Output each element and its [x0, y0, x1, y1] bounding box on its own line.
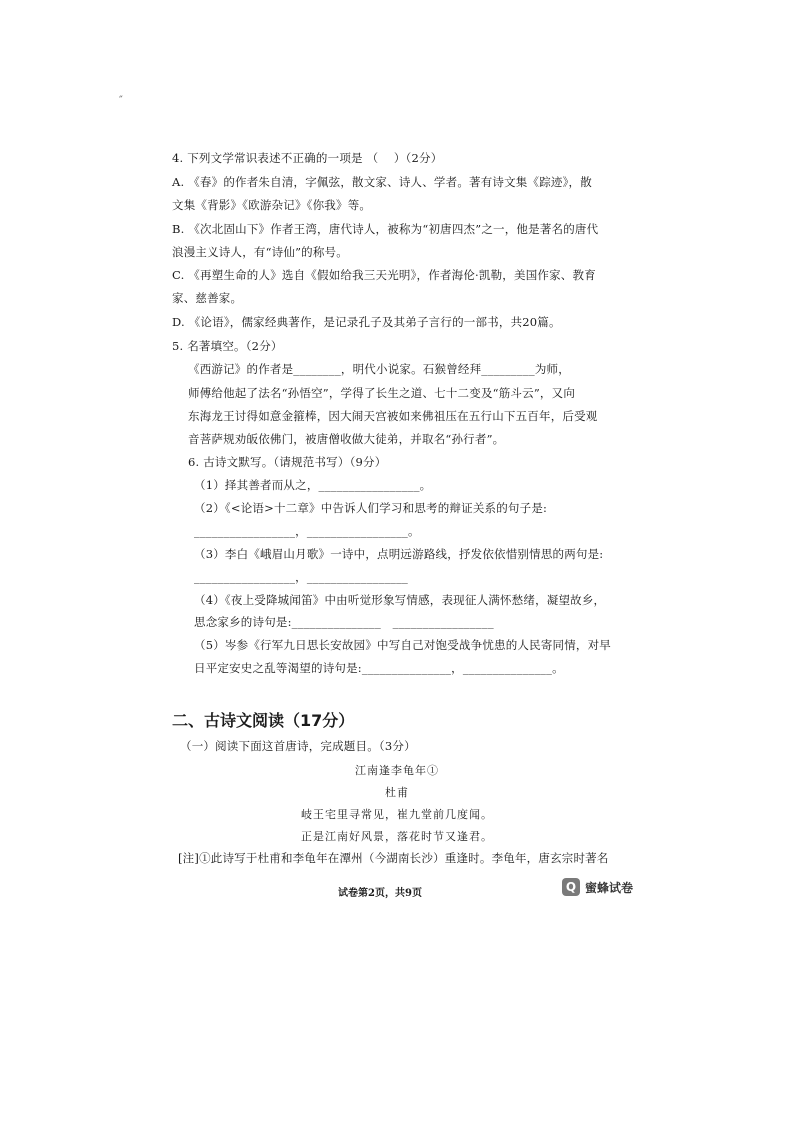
q5-para-2: 师傅给他起了法名“孙悟空”，学得了长生之道、七十二变及“筋斗云”，又向 — [188, 386, 576, 400]
q6-item-3-blanks: _________________，_________________ — [194, 570, 408, 584]
brand-watermark — [562, 878, 633, 896]
q4-option-b-cont: 浪漫主义诗人，有“诗仙”的称号。 — [172, 245, 348, 259]
q6-item-5-blanks: 日平定安史之乱等渴望的诗句是:_______________，_______________。 — [194, 661, 564, 675]
poem-line-2: 正是江南好风景，落花时节又逢君。 — [301, 830, 493, 843]
q5-para-4: 音菩萨规劝皈依佛门，被唐僧收做大徒弟，并取名“孙行者”。 — [188, 432, 505, 446]
q6-stem: 6. 古诗文默写。（请规范书写）（9分） — [188, 455, 387, 469]
q5-stem: 5. 名著填空。（2分） — [172, 339, 283, 353]
q6-item-4: （4）《夜上受降城闻笛》中由听觉形象写情感，表现征人满怀愁绪，凝望故乡， — [194, 593, 606, 607]
poem-title: 江南逢李龟年① — [355, 764, 439, 777]
section-2-title: 二、古诗文阅读（17分） — [172, 711, 355, 730]
q5-para-1: 《西游记》的作者是________，明代小说家。石猴曾经拜_________为师， — [188, 362, 570, 376]
brand-label: 蜜蜂试卷 — [585, 880, 634, 895]
search-icon: Q — [562, 878, 580, 896]
poem-author: 杜甫 — [385, 786, 409, 799]
q6-item-4-blanks: 思念家乡的诗句是:_______________ _________________ — [194, 615, 494, 629]
q5-para-3: 东海龙王讨得如意金箍棒，因大闹天宫被如来佛祖压在五行山下五百年，后受观 — [188, 409, 598, 423]
q4-option-d: D. 《论语》，儒家经典著作，是记录孔子及其弟子言行的一部书，共20篇。 — [172, 315, 561, 329]
q4-option-c: C. 《再塑生命的人》选自《假如给我三天光明》，作者海伦·凯勒，美国作家、教育 — [172, 268, 596, 282]
q6-item-2-blanks: _________________，_________________。 — [194, 524, 420, 538]
q4-option-a-cont: 文集《背影》《欧游杂记》《你我》等。 — [172, 198, 372, 212]
q6-item-1: （1）择其善者而从之，_________________。 — [194, 478, 432, 492]
q4-option-a: A. 《春》的作者朱自清，字佩弦，散文家、诗人、学者。著有诗文集《踪迹》，散 — [172, 175, 592, 189]
page-footer: 试卷第2页，共9页 — [338, 888, 422, 899]
poem-note: [注]①此诗写于杜甫和李龟年在潭州（今湖南长沙）重逢时。李龟年，唐玄宗时著名 — [178, 851, 609, 865]
poem-line-1: 岐王宅里寻常见，崔九堂前几度闻。 — [301, 808, 493, 821]
q4-option-b: B. 《次北固山下》作者王湾，唐代诗人，被称为“初唐四杰”之一，他是著名的唐代 — [172, 222, 599, 236]
q6-item-3: （3）李白《峨眉山月歌》一诗中，点明远游路线，抒发依依惜别情思的两句是: — [194, 547, 604, 561]
corner-mark: ˝ — [118, 96, 123, 107]
section-2-subtitle: （一）阅读下面这首唐诗，完成题目。（3分） — [180, 739, 416, 753]
q4-option-c-cont: 家、慈善家。 — [172, 291, 243, 305]
q6-item-2: （2）《<论语>十二章》中告诉人们学习和思考的辩证关系的句子是: — [194, 501, 548, 515]
q6-item-5: （5）岑参《行军九日思长安故园》中写自己对饱受战争忧患的人民寄同情，对早 — [194, 638, 612, 652]
q4-stem: 4. 下列文学常识表述不正确的一项是 （ ）（2分） — [172, 151, 443, 165]
